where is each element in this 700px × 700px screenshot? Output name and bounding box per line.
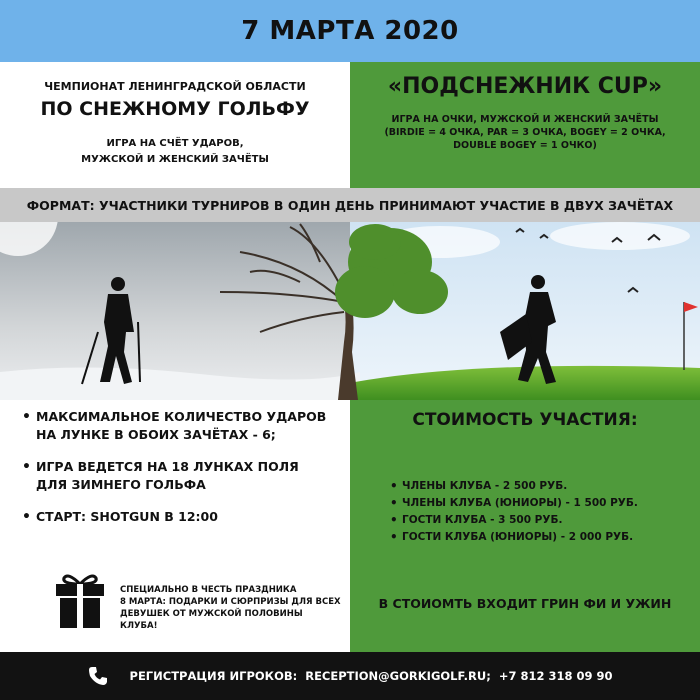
price-item: • ЧЛЕНЫ КЛУБА (ЮНИОРЫ) - 1 500 РУБ. xyxy=(402,495,638,512)
price-list xyxy=(402,478,638,546)
phone-icon xyxy=(88,666,108,686)
registration-phone[interactable]: +7 812 318 09 90 xyxy=(498,669,613,683)
championship-title: ПО СНЕЖНОМУ ГОЛЬФУ xyxy=(40,98,310,120)
registration-label: РЕГИСТРАЦИЯ ИГРОКОВ: xyxy=(129,669,298,683)
rule-line: • ИГРА ВЕДЕТСЯ НА 18 ЛУНКАХ ПОЛЯ xyxy=(36,459,299,474)
registration-email[interactable]: RECEPTION@GORKIGOLF.RU; xyxy=(305,669,491,683)
cost-panel xyxy=(350,400,700,652)
price-item: • ГОСТИ КЛУБА - 3 500 РУБ. xyxy=(402,512,638,529)
cost-title: СТОИМОСТЬ УЧАСТИЯ: xyxy=(412,410,638,430)
cup-description xyxy=(350,113,700,152)
format-text: ФОРМАТ: УЧАСТНИКИ ТУРНИРОВ В ОДИН ДЕНЬ ПРИНИМАЮТ УЧАСТИЕ В ДВУХ ЗАЧЁТАХ xyxy=(26,197,674,213)
rule-item xyxy=(36,458,336,494)
rule-item xyxy=(36,508,336,526)
rule-line: • МАКСИМАЛЬНОЕ КОЛИЧЕСТВО УДАРОВ xyxy=(36,409,327,424)
cup-title: «ПОДСНЕЖНИК CUP» xyxy=(387,74,663,99)
format-bar xyxy=(0,188,700,222)
gift-note-line: ДЕВУШЕК ОТ МУЖСКОЙ ПОЛОВИНЫ КЛУБА! xyxy=(120,609,303,631)
championship-description xyxy=(0,136,350,168)
rules-panel xyxy=(0,400,350,652)
gift-note-line: СПЕЦИАЛЬНО В ЧЕСТЬ ПРАЗДНИКА xyxy=(120,585,297,595)
rule-line: ДЛЯ ЗИМНЕГО ГОЛЬФА xyxy=(36,477,206,492)
rules-list xyxy=(36,408,336,540)
cup-desc-line: (BIRDIE = 4 ОЧКА, PAR = 3 ОЧКА, BOGEY = 2 ОЧКА, xyxy=(384,127,666,138)
date-banner xyxy=(0,0,700,62)
championship-desc-line: МУЖСКОЙ И ЖЕНСКИЙ ЗАЧЁТЫ xyxy=(81,154,269,165)
cup-panel xyxy=(350,62,700,188)
winter-summer-golf-illustration xyxy=(0,222,700,400)
event-date: 7 МАРТА 2020 xyxy=(241,16,459,46)
price-item: • ЧЛЕНЫ КЛУБА - 2 500 РУБ. xyxy=(402,478,638,495)
cup-desc-line: ИГРА НА ОЧКИ, МУЖСКОЙ И ЖЕНСКИЙ ЗАЧЁТЫ xyxy=(391,114,659,125)
rule-line: • СТАРТ: SHOTGUN В 12:00 xyxy=(36,509,218,524)
cup-desc-line: DOUBLE BOGEY = 1 ОЧКО) xyxy=(453,140,597,151)
cloud xyxy=(550,222,690,250)
gift-note-line: 8 МАРТА: ПОДАРКИ И СЮРПРИЗЫ ДЛЯ ВСЕХ xyxy=(120,597,341,607)
snow-golf-panel xyxy=(0,62,350,188)
price-item: • ГОСТИ КЛУБА (ЮНИОРЫ) - 2 000 РУБ. xyxy=(402,529,638,546)
championship-subtitle: ЧЕМПИОНАТ ЛЕНИНГРАДСКОЙ ОБЛАСТИ xyxy=(44,80,306,93)
gift-icon xyxy=(54,570,106,628)
included-note: В СТОИОМТЬ ВХОДИТ ГРИН ФИ И УЖИН xyxy=(378,596,672,611)
championship-desc-line: ИГРА НА СЧЁТ УДАРОВ, xyxy=(106,138,244,149)
rule-line: НА ЛУНКЕ В ОБОИХ ЗАЧЁТАХ - 6; xyxy=(36,427,276,442)
registration-footer xyxy=(0,652,700,700)
gift-note xyxy=(120,584,342,632)
rule-item xyxy=(36,408,336,444)
